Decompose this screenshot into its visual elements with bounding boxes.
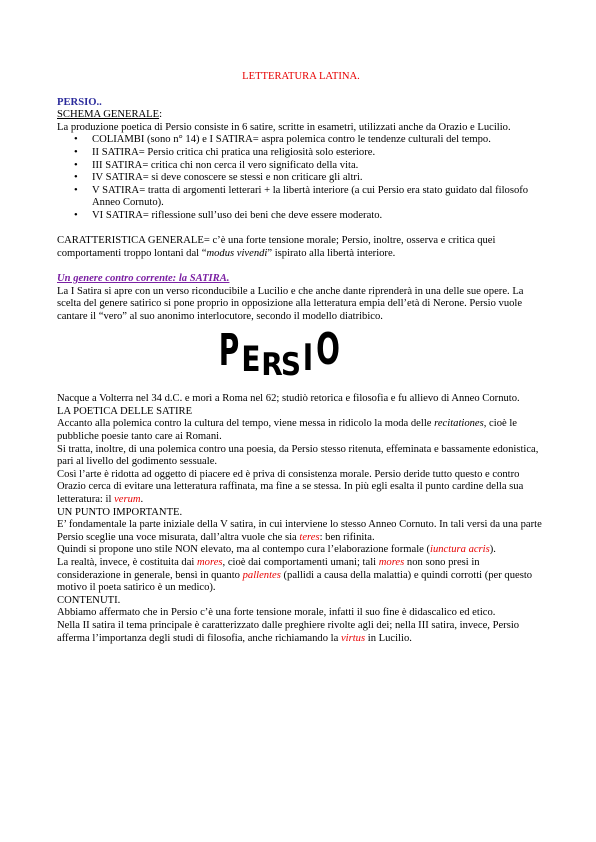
author-heading: PERSIO.. xyxy=(57,96,102,108)
punto-text: , cioè dai comportamenti umani; tali xyxy=(222,557,379,568)
contenuti-paragraph-1: Abbiamo affermato che in Persio c’è una forte tensione morale, infatti il suo fine è didascalico ed etico. xyxy=(57,607,496,619)
punto-text: E’ fondamentale la parte iniziale della V satira, in cui interviene lo stesso Anneo Cornuto. In tali versi da una parte Persio sceglie una voce misurata, dall’altra vuole che sia xyxy=(57,519,542,543)
poetica-paragraph-3 xyxy=(57,469,545,507)
contenuti-paragraph-2 xyxy=(57,620,545,645)
recitationes-term: recitationes xyxy=(434,418,484,430)
list-item: • IV SATIRA= si deve conoscere se stessi e non criticare gli altri. xyxy=(57,172,545,185)
contenuti-text: in Lucilio. xyxy=(365,632,412,644)
wordart-letter: R xyxy=(261,347,283,383)
verum-term: verum xyxy=(114,494,141,506)
contenuti-heading: CONTENUTI. xyxy=(57,594,121,606)
poetica-paragraph-1 xyxy=(57,418,545,443)
wordart-letter: P xyxy=(218,324,240,376)
poetica-text: . xyxy=(140,494,144,506)
document-body xyxy=(57,71,545,645)
list-item: • VI SATIRA= riflessione sull’uso dei beni che deve essere moderato. xyxy=(57,210,545,223)
teres-term: teres xyxy=(299,531,320,543)
punto-text: La realtà, invece, è costituita dai xyxy=(57,557,198,568)
persio-wordart xyxy=(215,323,345,389)
bio-paragraph: Nacque a Volterra nel 34 d.C. e morì a Roma nel 62; studiò retorica e filosofia e fu allievo di Anneo Cornuto. xyxy=(57,393,520,405)
mores-term: mores xyxy=(197,557,223,568)
document-title: LETTERATURA LATINA. xyxy=(242,71,360,82)
punto-text: ). xyxy=(489,544,496,556)
punto-paragraph-2 xyxy=(57,544,545,557)
wordart-container xyxy=(57,323,545,393)
list-item: • III SATIRA= critica chi non cerca il vero significato della vita. xyxy=(57,160,545,173)
punto-paragraph-1 xyxy=(57,519,545,544)
wordart-letter: I xyxy=(302,336,314,380)
wordart-letter: O xyxy=(316,323,340,375)
list-item: • II SATIRA= Persio critica chi pratica una religiosità solo esteriore. xyxy=(57,147,545,160)
pallentes-term: pallentes xyxy=(242,569,281,581)
list-item: • V SATIRA= tratta di argomenti letterari + la libertà interiore (a cui Persio era stato guidato dal filosofo Anneo Cornuto). xyxy=(57,185,545,210)
genere-heading: Un genere contro corrente: la SATIRA. xyxy=(57,272,230,284)
schema-heading-colon: : xyxy=(159,109,163,121)
poetica-heading: LA POETICA DELLE SATIRE xyxy=(57,405,193,417)
punto-text: (pallidi a causa della malattia) e quindi corrotti (per questo motivo il poeta satirico è un medico). xyxy=(57,569,533,594)
schema-intro: La produzione poetica di Persio consiste in 6 satire, scritte in esametri, utilizzati anche da Orazio e Lucilio. xyxy=(57,121,511,133)
caratteristica-paragraph xyxy=(57,235,545,260)
punto-heading: UN PUNTO IMPORTANTE. xyxy=(57,506,183,518)
genere-paragraph: La I Satira si apre con un verso riconducibile a Lucilio e che anche dante riprenderà in una delle sue opere. La scelta del genere satirico si pone proprio in opposizione alla letteratura empia dell’età di Nerone. Persio vuole cantare il “vero” al suo anonimo interlocutore, secondo il modello diatribico. xyxy=(57,285,524,322)
poetica-text: Accanto alla polemica contro la cultura del tempo, viene messa in ridicolo la moda delle xyxy=(57,418,435,430)
poetica-text: , cioè le pubbliche poesie tanto care ai Romani. xyxy=(57,418,517,443)
iunctura-acris-term: iunctura acris xyxy=(430,544,490,556)
list-item: • COLIAMBI (sono n° 14) e I SATIRA= aspra polemica contro le tendenze culturali del tempo. xyxy=(57,134,545,147)
mores-term: mores xyxy=(378,557,405,568)
punto-text: non sono presi in considerazione in generale, bensì in quanto xyxy=(57,557,480,581)
satire-list xyxy=(57,134,545,222)
schema-heading-line xyxy=(57,109,545,122)
punto-text: : ben rifinita. xyxy=(319,531,375,543)
caratteristica-text-a: CARATTERISTICA GENERALE= c’è una forte tensione morale; Persio, inoltre, osserva e critica quei comportamenti troppo lontani dal “ xyxy=(57,235,496,259)
poetica-text: Così l’arte è ridotta ad oggetto di piacere ed è priva di consistenza morale. Persio deride tutto questo e contro Orazio cerca di evitare una letteratura raffinata, ma fine a se stessa. In più egli esalta il punto cardine della sua letteratura: il xyxy=(57,468,524,506)
modus-vivendi-term: modus vivendi xyxy=(206,247,268,259)
virtus-term: virtus xyxy=(340,632,366,644)
caratteristica-text-b: ” ispirato alla libertà interiore. xyxy=(267,247,396,259)
punto-paragraph-3 xyxy=(57,557,545,595)
contenuti-text: Nella II satira il tema principale è caratterizzato dalle preghiere rivolte agli dei; nella III satira, invece, Persio afferma l’importanza degli studi di filosofia, anche richiamando la xyxy=(57,619,520,644)
wordart-letter: S xyxy=(280,347,302,383)
poetica-paragraph-2: Si tratta, inoltre, di una polemica contro una poesia, da Persio stesso ritenuta, effeminata e bassamente edonistica, pari al livello del godimento sessuale. xyxy=(57,443,539,468)
punto-text: Quindi si propone uno stile NON elevato, ma al contempo cura l’elaborazione formale ( xyxy=(57,544,431,556)
wordart-letter: E xyxy=(241,340,261,381)
schema-heading: SCHEMA GENERALE xyxy=(57,109,160,121)
